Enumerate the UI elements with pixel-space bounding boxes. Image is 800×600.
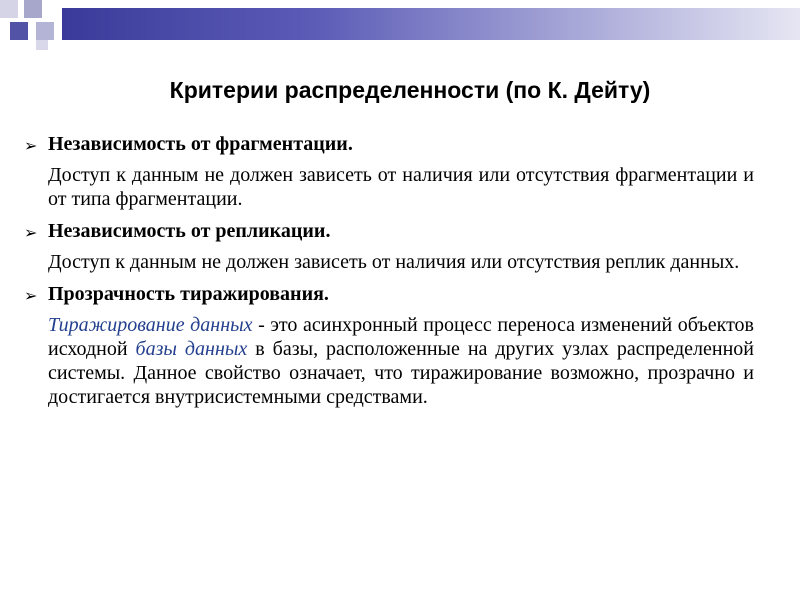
- decor-square: [24, 0, 42, 18]
- term-highlight: Тиражирование данных: [48, 314, 253, 336]
- criterion-heading: [24, 219, 754, 244]
- criterion-heading: [24, 132, 754, 157]
- slide-content: [24, 132, 754, 417]
- decor-square: [36, 22, 54, 40]
- description-text: в базы, расположенные на других узлах распределенной системы. Данное свойство означает, что тиражирование возможно, прозрачно и достигается внутрисистемными средствами.: [48, 338, 754, 408]
- decor-square: [36, 40, 48, 50]
- criterion-description: Доступ к данным не должен зависеть от наличия или отсутствия реплик данных.: [48, 251, 740, 273]
- arrow-bullet-icon: ➢: [24, 223, 38, 242]
- criterion-description: [48, 313, 754, 409]
- criterion-heading-text: Независимость от фрагментации.: [48, 133, 353, 155]
- arrow-bullet-icon: ➢: [24, 136, 38, 155]
- criterion-description: Доступ к данным не должен зависеть от наличия или отсутствия фрагментации и от типа фрагментации.: [48, 164, 754, 210]
- criterion-heading-text: Независимость от репликации.: [48, 220, 331, 242]
- slide-title: Критерии распределенности (по К. Дейту): [169, 77, 651, 103]
- arrow-bullet-icon: ➢: [24, 286, 38, 305]
- decor-square: [0, 0, 18, 18]
- decor-square: [10, 22, 28, 40]
- criterion-heading-text: Прозрачность тиражирования.: [48, 283, 329, 305]
- header-gradient-bar: [62, 8, 800, 40]
- criterion-heading: [24, 282, 754, 307]
- term-highlight: базы данных: [135, 338, 248, 360]
- description-text: - это асинхронный процесс переноса изменений объектов исходной: [48, 314, 754, 360]
